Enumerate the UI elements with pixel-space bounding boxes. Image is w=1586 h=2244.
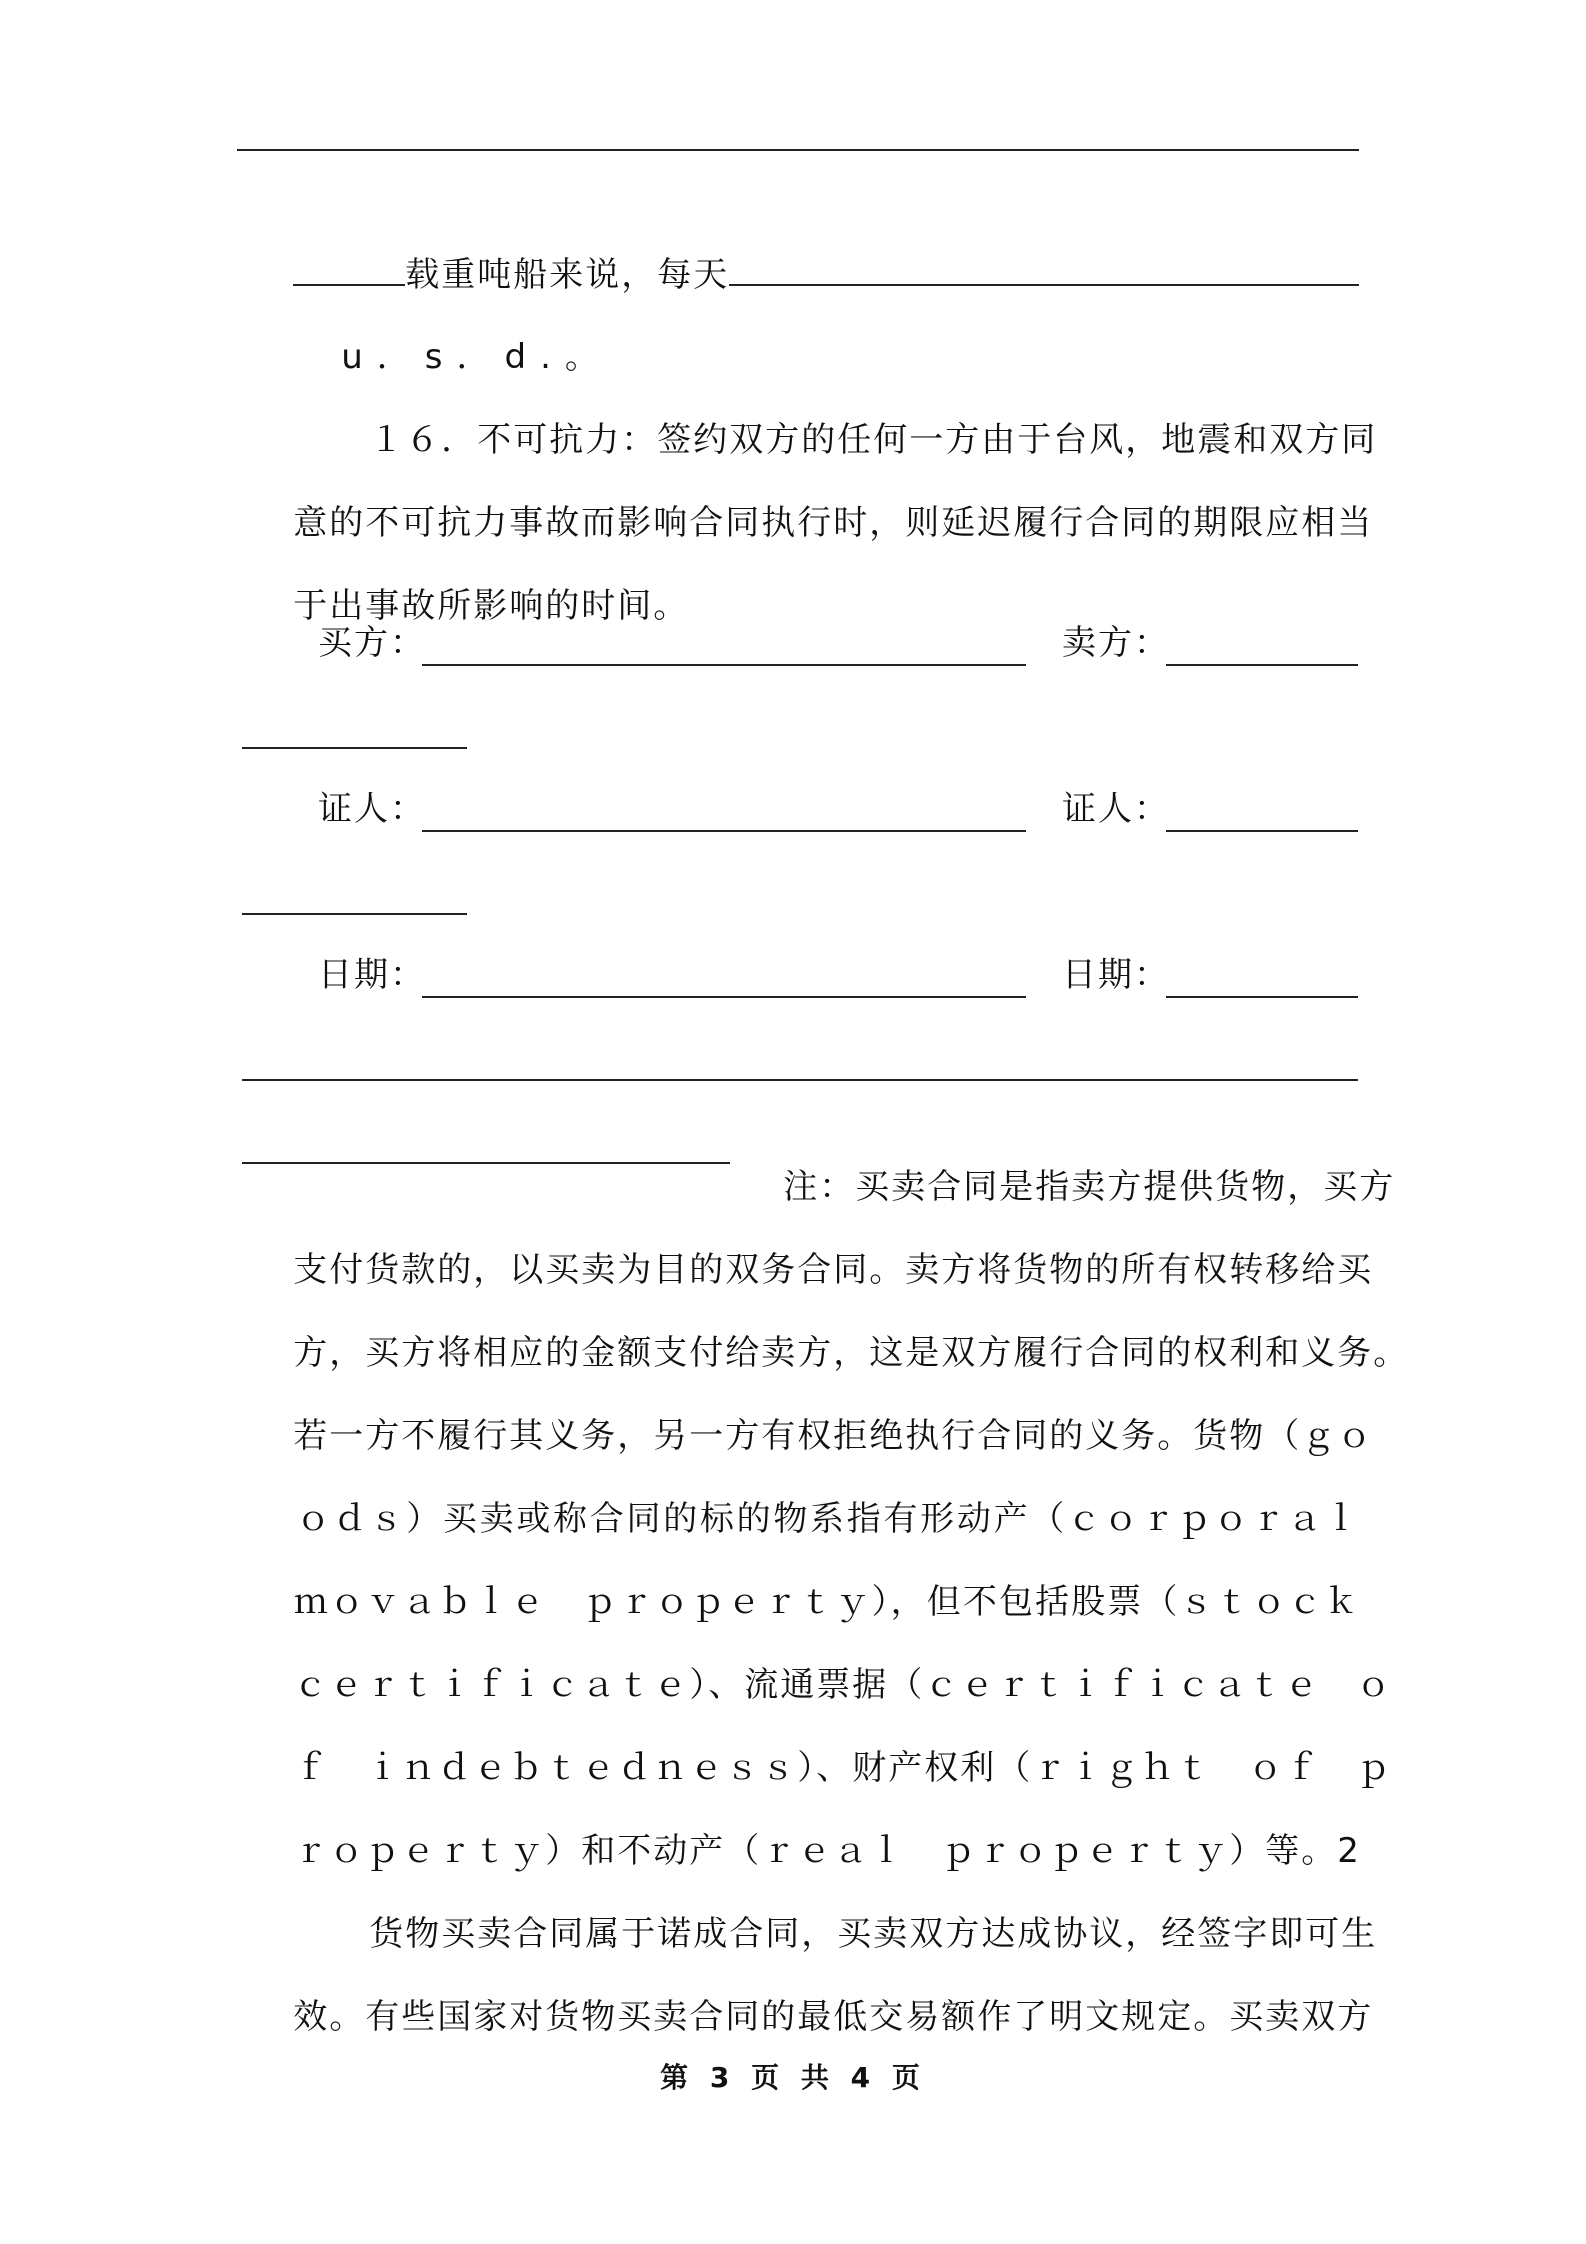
line-text: 注：买卖合同是指卖方提供货物，买方: [783, 1167, 1396, 1207]
seller-signature-line: [1166, 664, 1358, 666]
witness-left-label: 证人：: [318, 789, 426, 829]
fill-blank: [293, 254, 405, 286]
date-left-line: [422, 996, 1026, 998]
line-text: ｃｅｒｔｉｆｉｃａｔｅ）、流通票据（ｃｅｒｔｉｆｉｃａｔｅ ｏ: [293, 1665, 1393, 1705]
line-text: 货物买卖合同属于诺成合同，买卖双方达成协议，经签字即可生: [369, 1914, 1378, 1954]
witness-right-label: 证人：: [1062, 789, 1170, 829]
date-right-line: [1166, 996, 1358, 998]
line-text: 方，买方将相应的金额支付给卖方，这是双方履行合同的权利和义务。: [293, 1333, 1410, 1373]
page-number-footer: 第 3 页 共 4 页: [660, 2061, 926, 2094]
blank-rule-full: [242, 1079, 1358, 1081]
seller-signature-line-cont: [242, 747, 467, 749]
buyer-signature-line: [422, 664, 1026, 666]
line-text: ｒｏｐｅｒｔｙ）和不动产（ｒｅａｌ ｐｒｏｐｅｒｔｙ）等。2: [293, 1831, 1361, 1871]
line-text: ｆ ｉｎｄｅｂｔｅｄｎｅｓｓ）、财产权利（ｒｉｇｈｔ ｏｆ ｐ: [293, 1748, 1393, 1788]
line-text: 于出事故所影响的时间。: [293, 586, 690, 626]
line-text: 载重吨船来说，每天: [405, 255, 730, 295]
line-text: ｏｄｓ）买卖或称合同的标的物系指有形动产（ｃｏｒｐｏｒａｌ: [296, 1499, 1360, 1539]
fill-blank: [729, 254, 1359, 286]
line-text: 意的不可抗力事故而影响合同执行时，则延迟履行合同的期限应相当: [293, 503, 1374, 543]
note-leading-blank: [242, 1162, 730, 1164]
line-text: ｍｏｖａｂｌｅ ｐｒｏｐｅｒｔｙ），但不包括股票（ｓｔｏｃｋ: [293, 1582, 1360, 1622]
line-text: １６．不可抗力：签约双方的任何一方由于台风，地震和双方同: [369, 420, 1378, 460]
date-right-label: 日期：: [1062, 955, 1170, 995]
witness-left-line: [422, 830, 1026, 832]
date-left-label: 日期：: [318, 955, 426, 995]
witness-right-line-cont: [242, 913, 467, 915]
top-rule: [237, 149, 1359, 151]
line-text: 若一方不履行其义务，另一方有权拒绝执行合同的义务。货物（ｇｏ: [293, 1416, 1374, 1456]
buyer-label: 买方：: [318, 623, 426, 663]
line-text: 支付货款的，以买卖为目的双务合同。卖方将货物的所有权转移给买: [293, 1250, 1374, 1290]
witness-right-line: [1166, 830, 1358, 832]
line-text: 效。有些国家对货物买卖合同的最低交易额作了明文规定。买卖双方: [293, 1997, 1374, 2037]
seller-label: 卖方：: [1062, 623, 1170, 663]
line-text: u．s．d.。: [341, 337, 613, 377]
